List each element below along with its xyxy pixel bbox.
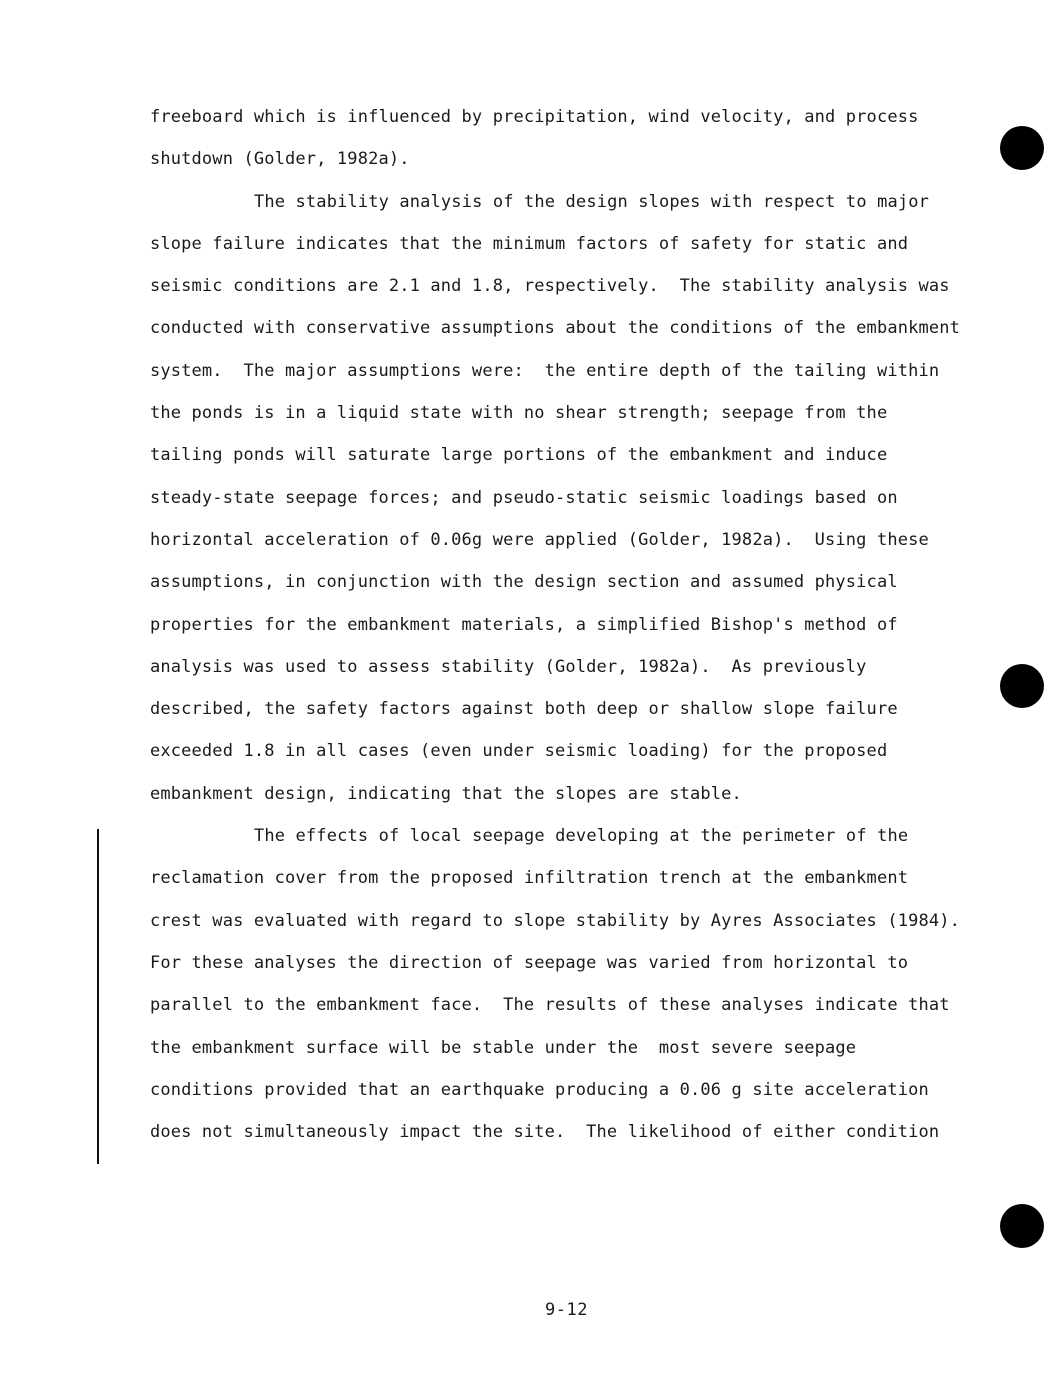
text-line: tailing ponds will saturate large portions of the embankment and induce [150, 445, 888, 466]
text-line: embankment design, indicating that the slopes are stable. [150, 783, 742, 804]
page-number: 9-12 [545, 1300, 588, 1320]
text-line: exceeded 1.8 in all cases (even under seismic loading) for the proposed [150, 741, 888, 762]
text-line: freeboard which is influenced by precipitation, wind velocity, and process [150, 107, 919, 127]
text-line: the ponds is in a liquid state with no shear strength; seepage from the [150, 403, 888, 424]
punch-hole-top [1000, 126, 1044, 170]
text-line: does not simultaneously impact the site. The likelihood of either condition [150, 1122, 940, 1143]
text-line: properties for the embankment materials, a simplified Bishop's method of [150, 614, 898, 635]
text-line: analysis was used to assess stability (Golder, 1982a). As previously [150, 656, 867, 677]
text-line: slope failure indicates that the minimum factors of safety for static and [150, 233, 909, 254]
text-line: reclamation cover from the proposed infiltration trench at the embankment [150, 868, 909, 889]
text-line: system. The major assumptions were: the entire depth of the tailing within [150, 360, 940, 381]
text-line: steady-state seepage forces; and pseudo-static seismic loadings based on [150, 487, 898, 508]
text-line: parallel to the embankment face. The results of these analyses indicate that [150, 995, 950, 1016]
paragraph-start-line: The stability analysis of the design slopes with respect to major [254, 191, 930, 212]
punch-hole-middle [1000, 664, 1044, 708]
text-line: horizontal acceleration of 0.06g were applied (Golder, 1982a). Using these [150, 529, 929, 550]
revision-change-bar [97, 829, 99, 1164]
text-line: the embankment surface will be stable under the most severe seepage [150, 1037, 857, 1058]
paragraph-start-line: The effects of local seepage developing at the perimeter of the [254, 826, 909, 847]
text-line: seismic conditions are 2.1 and 1.8, respectively. The stability analysis was [150, 276, 950, 297]
text-line: assumptions, in conjunction with the design section and assumed physical [150, 572, 898, 593]
punch-hole-bottom [1000, 1204, 1044, 1248]
text-line: conducted with conservative assumptions about the conditions of the embankment [150, 318, 961, 339]
text-line: For these analyses the direction of seepage was varied from horizontal to [150, 952, 909, 973]
text-line: shutdown (Golder, 1982a). [150, 149, 410, 170]
text-line: described, the safety factors against both deep or shallow slope failure [150, 699, 898, 720]
text-line: crest was evaluated with regard to slope stability by Ayres Associates (1984). [150, 910, 961, 931]
text-line: conditions provided that an earthquake producing a 0.06 g site acceleration [150, 1079, 929, 1100]
body-text [150, 96, 980, 1153]
